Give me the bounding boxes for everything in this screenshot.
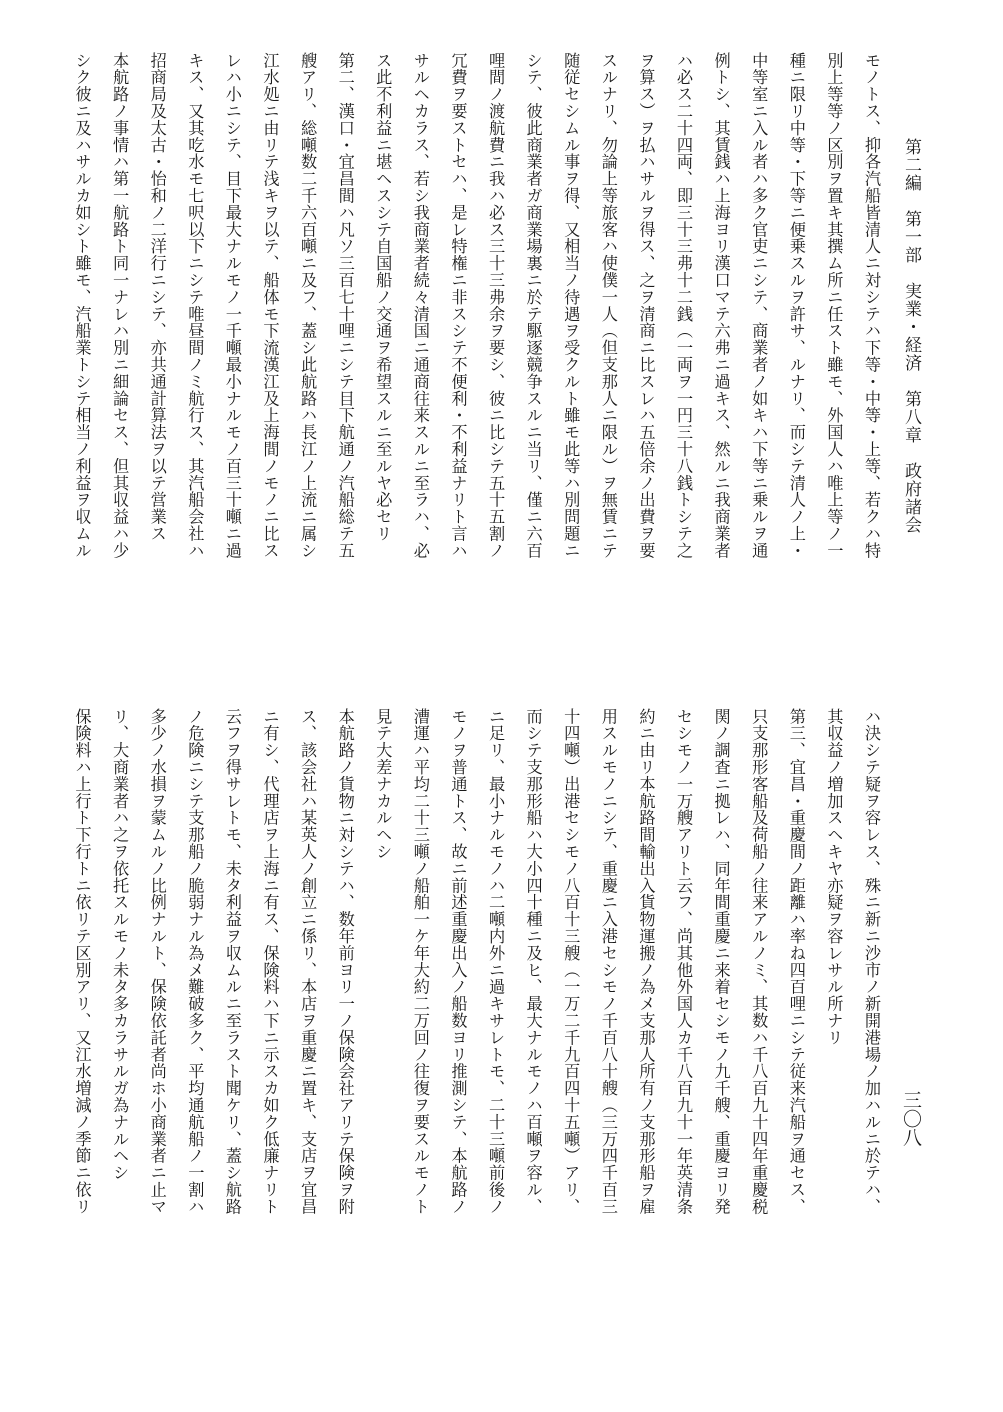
text-column: シテ、彼此商業者ガ商業場裏ニ於テ駆逐競争スルニ当リ、僅ニ六百 bbox=[523, 52, 543, 559]
text-column: 本航路ノ貨物ニ対シテハ、数年前ヨリ一ノ保険会社アリテ保険ヲ附 bbox=[335, 708, 355, 1215]
text-column: キス、又其吃水モ七呎以下ニシテ唯昼間ノミ航行ス、其汽船会社ハ bbox=[185, 52, 205, 559]
text-column: ス此不利益ニ堪ヘスシテ自国船ノ交通ヲ希望スルニ至ルヤ必セリ bbox=[373, 52, 393, 543]
text-column: 保険料ハ上行ト下行トニ依リテ区別アリ、又江水増減ノ季節ニ依リ bbox=[72, 708, 92, 1215]
text-column: ヲ算ス）ヲ払ハサルヲ得ス、之ヲ清商ニ比スレハ五倍余ノ出費ヲ要 bbox=[636, 52, 656, 559]
text-column: 約ニ由リ本航路間輸出入貨物運搬ノ為メ支那人所有ノ支那形船ヲ雇 bbox=[636, 708, 656, 1215]
text-column: 別上等等ノ区別ヲ置キ其撰ム所ニ任スト雖モ、外国人ハ唯上等ノ一 bbox=[824, 52, 844, 559]
text-column: 第三、宜昌・重慶間ノ距離ハ率ね四百哩ニシテ従来汽船ヲ通セス、 bbox=[786, 708, 806, 1215]
text-column: 随従セシムル事ヲ得、又相当ノ待遇ヲ受クルト雖モ此等ハ別問題ニ bbox=[561, 52, 581, 559]
page-number: 三〇八 bbox=[900, 1090, 922, 1147]
text-column: モノトス、抑各汽船皆清人ニ対シテハ下等・中等・上等、若クハ特 bbox=[862, 52, 881, 559]
text-column: スルナリ、勿論上等旅客ハ使僕一人（但支那人ニ限ル）ヲ無賃ニテ bbox=[598, 52, 618, 559]
text-column: 只支那形客船及荷船ノ往来アルノミ、其数ハ千八百九十四年重慶税 bbox=[749, 708, 769, 1215]
text-column: 十四噸）出港セシモノ八百十三艘（一万二千九百四十五噸）アリ、 bbox=[561, 708, 581, 1215]
text-column: 例トシ、其賃銭ハ上海ヨリ漢口マテ六弗ニ過キス、然ルニ我商業者 bbox=[711, 52, 731, 559]
text-column: 其収益ノ増加スヘキヤ亦疑ヲ容レサル所ナリ bbox=[824, 708, 844, 1046]
text-column: モノヲ普通トス、故ニ前述重慶出入ノ船数ヨリ推測シテ、本航路ノ bbox=[448, 708, 468, 1215]
text-column: 見テ大差ナカルヘシ bbox=[373, 708, 393, 861]
text-column: 本航路ノ事情ハ第一航路ト同一ナレハ別ニ細論セス、但其収益ハ少 bbox=[110, 52, 130, 559]
text-column: リ、大商業者ハ之ヲ依托スルモノ未タ多カラサルガ為ナルヘシ bbox=[110, 708, 130, 1182]
text-column: セシモノ一万艘アリト云フ、尚其他外国人カ千八百九十一年英清条 bbox=[674, 708, 694, 1215]
text-column: 哩間ノ渡航費ニ我ハ必ス三十三弗余ヲ要シ、彼ニ比シテ五十五割ノ bbox=[486, 52, 506, 559]
text-column: ハ決シテ疑ヲ容レス、殊ニ新ニ沙市ノ新開港場ノ加ハルニ於テハ、 bbox=[862, 708, 881, 1215]
text-column: 関ノ調査ニ拠レハ、同年間重慶ニ来着セシモノ九千艘、重慶ヨリ発 bbox=[711, 708, 731, 1215]
text-column: 江水処ニ由リテ浅キヲ以テ、船体モ下流漢江及上海間ノモノニ比ス bbox=[260, 52, 280, 559]
upper-text-block bbox=[50, 52, 890, 677]
text-column: 而シテ支那形船ハ大小四十種ニ及ヒ、最大ナルモノハ百噸ヲ容ル、 bbox=[523, 708, 543, 1215]
text-column: 漕運ハ平均二十三噸ノ船舶一ケ年大約二万回ノ往復ヲ要スルモノト bbox=[410, 708, 430, 1215]
text-column: 用スルモノニシテ、重慶ニ入港セシモノ千百八十艘（三万四千百三 bbox=[598, 708, 618, 1215]
text-column: ノ危険ニシテ支那船ノ脆弱ナル為メ難破多ク、平均通航船ノ一割ハ bbox=[185, 708, 205, 1215]
text-column: 艘アリ、総噸数二千六百噸ニ及フ、蓋シ此航路ハ長江ノ上流ニ属シ bbox=[298, 52, 318, 559]
text-column: 第二、漢口・宜昌間ハ凡ソ三百七十哩ニシテ目下航通ノ汽船総テ五 bbox=[335, 52, 355, 559]
text-column: 中等室ニ入ル者ハ多ク官吏ニシテ、商業者ノ如キハ下等ニ乗ルヲ通 bbox=[749, 52, 769, 559]
text-column: ニ足リ、最小ナルモノハ二噸内外ニ過キサレトモ、二十三噸前後ノ bbox=[486, 708, 506, 1215]
text-column: ハ必ス二十四両、即三十三弗十二銭（一両ヲ一円三十八銭トシテ之 bbox=[674, 52, 694, 559]
text-column: ス、該会社ハ某英人ノ創立ニ係リ、本店ヲ重慶ニ置キ、支店ヲ宜昌 bbox=[298, 708, 318, 1215]
text-column: 招商局及太古・怡和ノ二洋行ニシテ、亦共通計算法ヲ以テ営業ス bbox=[147, 52, 167, 543]
running-head: 第二編 第一部 実業・経済 第八章 政府諸会 bbox=[901, 138, 921, 534]
text-column: レハ小ニシテ、目下最大ナルモノ一千噸最小ナルモノ百三十噸ニ過 bbox=[222, 52, 242, 559]
text-column: ニ有シ、代理店ヲ上海ニ有ス、保険料ハ下ニ示スカ如ク低廉ナリト bbox=[260, 708, 280, 1215]
text-column: サルヘカラス、若シ我商業者続々清国ニ通商往来スルニ至ラハ、必 bbox=[410, 52, 430, 559]
text-column: 多少ノ水損ヲ蒙ムルノ比例ナルト、保険依託者尚ホ小商業者ニ止マ bbox=[147, 708, 167, 1215]
text-column: 云フヲ得サレトモ、未タ利益ヲ収ムルニ至ラスト聞ケリ、蓋シ航路 bbox=[222, 708, 242, 1215]
text-column: 冗費ヲ要ストセハ、是レ特権ニ非スシテ不便利・不利益ナリト言ハ bbox=[448, 52, 468, 559]
lower-text-block bbox=[50, 708, 890, 1348]
text-column: 種ニ限リ中等・下等ニ便乗スルヲ許サ、ルナリ、而シテ清人ノ上・ bbox=[786, 52, 806, 559]
text-column: シク彼ニ及ハサルカ如シト雖モ、汽船業トシテ相当ノ利益ヲ収ムル bbox=[72, 52, 92, 559]
